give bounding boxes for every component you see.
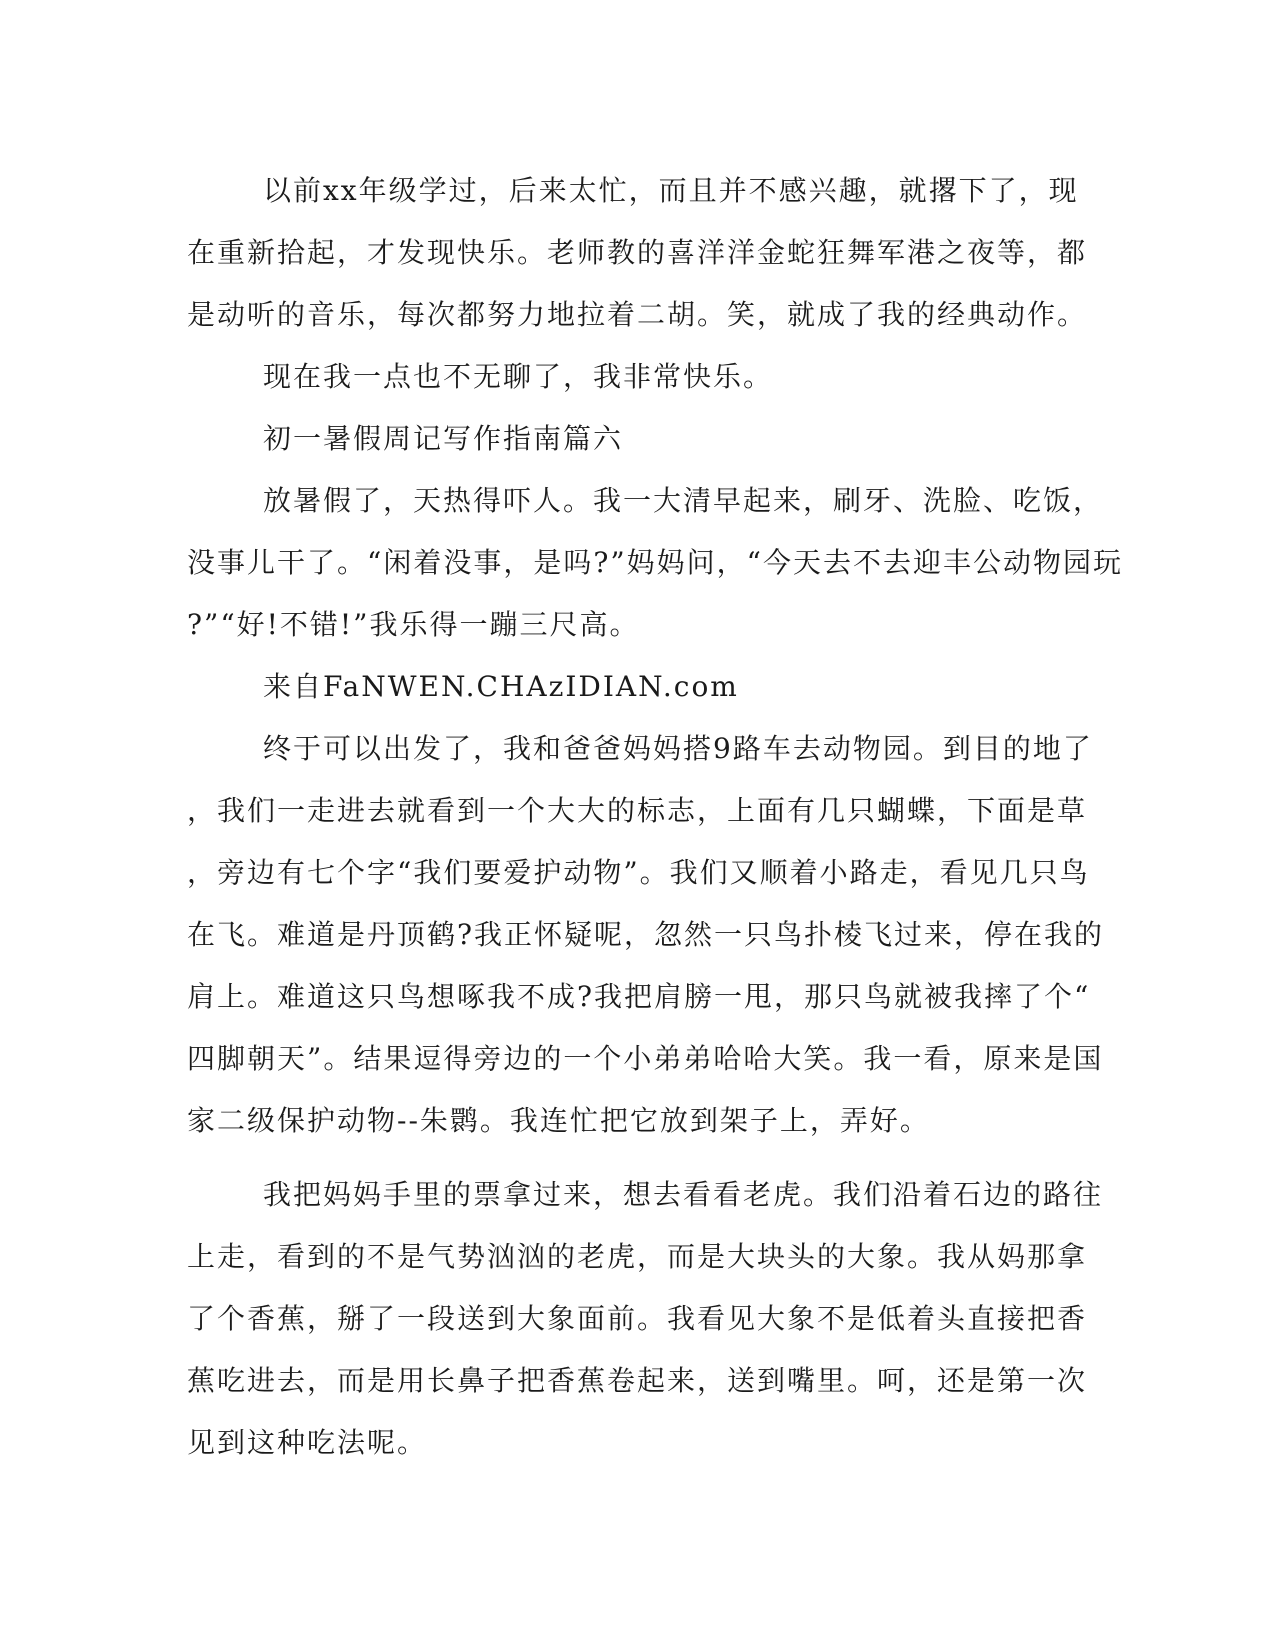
document-body bbox=[187, 160, 1123, 1474]
text-line: 我把妈妈手里的票拿过来，想去看看老虎。我们沿着石边的路往 bbox=[263, 1178, 1104, 1211]
text-line: 终于可以出发了，我和爸爸妈妈搭9路车去动物园。到目的地了 bbox=[263, 732, 1093, 765]
text-line: 蕉吃进去，而是用长鼻子把香蕉卷起来，送到嘴里。呵，还是第一次 bbox=[187, 1364, 1088, 1397]
text-line: 是动听的音乐，每次都努力地拉着二胡。笑，就成了我的经典动作。 bbox=[187, 298, 1088, 331]
text-line: ?”“好!不错!”我乐得一蹦三尺高。 bbox=[187, 608, 640, 641]
text-line: 没事儿干了。“闲着没事，是吗?”妈妈问，“今天去不去迎丰公动物园玩 bbox=[187, 546, 1123, 579]
text-line: 家二级保护动物--朱鹮。我连忙把它放到架子上，弄好。 bbox=[187, 1104, 930, 1137]
text-line: 了个香蕉，掰了一段送到大象面前。我看见大象不是低着头直接把香 bbox=[187, 1302, 1088, 1335]
text-line: 肩上。难道这只鸟想啄我不成?我把肩膀一甩，那只鸟就被我摔了个“ bbox=[187, 980, 1091, 1013]
text-line: 在飞。难道是丹顶鹤?我正怀疑呢，忽然一只鸟扑棱飞过来，停在我的 bbox=[187, 918, 1105, 951]
text-line: 在重新拾起，才发现快乐。老师教的喜洋洋金蛇狂舞军港之夜等，都 bbox=[187, 236, 1088, 269]
text-line: ，旁边有七个字“我们要爱护动物”。我们又顺着小路走，看见几只鸟 bbox=[187, 856, 1090, 889]
source-line: 来自FaNWEN.CHAzIDIAN.com bbox=[263, 670, 739, 703]
section-heading: 初一暑假周记写作指南篇六 bbox=[263, 422, 624, 455]
text-line: 四脚朝天”。结果逗得旁边的一个小弟弟哈哈大笑。我一看，原来是国 bbox=[187, 1042, 1104, 1075]
text-line: ，我们一走进去就看到一个大大的标志，上面有几只蝴蝶，下面是草 bbox=[187, 794, 1088, 827]
text-line: 上走，看到的不是气势汹汹的老虎，而是大块头的大象。我从妈那拿 bbox=[187, 1240, 1088, 1273]
text-line: 以前xx年级学过，后来太忙，而且并不感兴趣，就撂下了，现 bbox=[263, 174, 1079, 207]
text-line: 放暑假了，天热得吓人。我一大清早起来，刷牙、洗脸、吃饭， bbox=[263, 484, 1104, 517]
text-line: 见到这种吃法呢。 bbox=[187, 1426, 428, 1459]
text-line: 现在我一点也不无聊了，我非常快乐。 bbox=[263, 360, 774, 393]
